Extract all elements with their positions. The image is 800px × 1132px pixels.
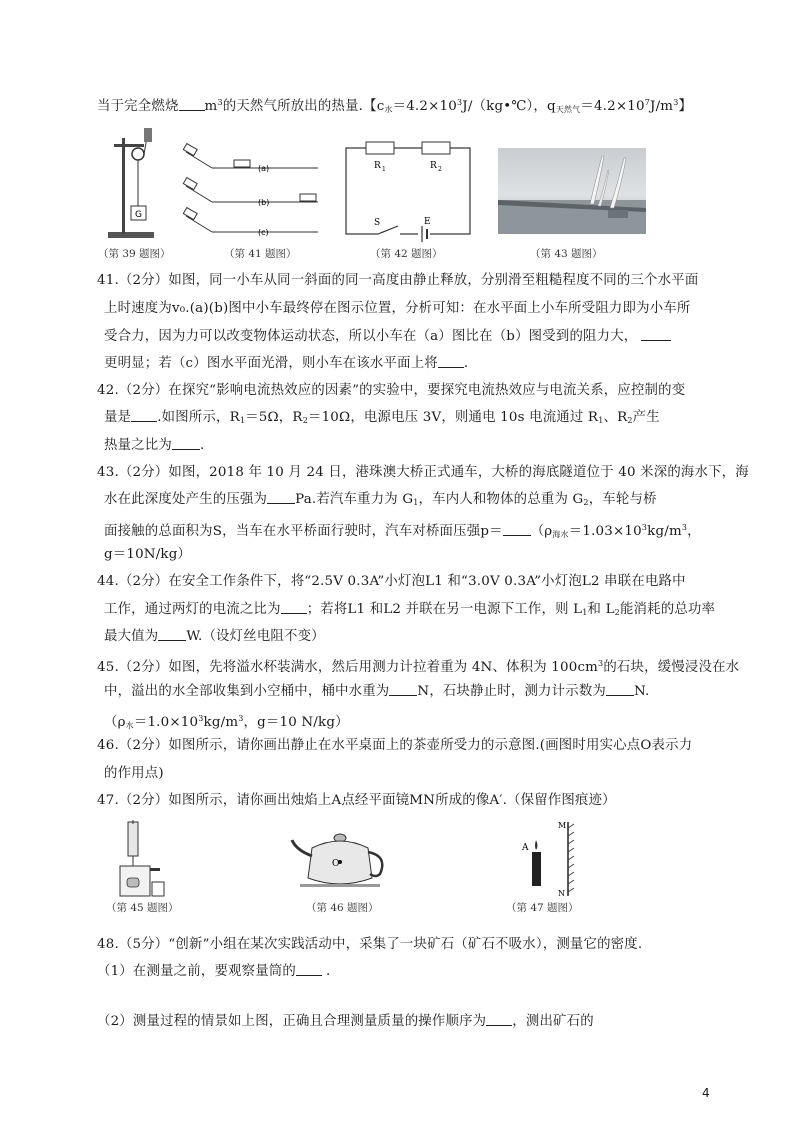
text: ，车内人和物体的总重为 G — [418, 492, 584, 507]
text: ，g＝10 N/kg） — [243, 715, 349, 730]
text: 的石块，缓慢浸没在水 — [603, 660, 740, 675]
text: N. — [634, 684, 650, 699]
fig41-label-c: (c) — [258, 228, 269, 237]
text: ＝4.2×10 — [580, 99, 645, 114]
sub: 水 — [125, 721, 134, 730]
sup: 3 — [673, 98, 679, 107]
q45-line-1 — [97, 654, 739, 678]
text: 最大值为 — [104, 629, 159, 644]
answer-blank[interactable] — [131, 409, 157, 422]
text: 能消耗的总功率 — [619, 602, 716, 617]
text: . — [463, 356, 469, 371]
fig41-label-b: (b) — [258, 198, 270, 207]
sub: 2 — [583, 498, 589, 507]
sup: 3 — [641, 523, 648, 532]
text: Pa.若汽车重力为 G — [295, 492, 414, 507]
sub: 2 — [614, 608, 620, 617]
text: ＝1.03×10 — [568, 524, 642, 539]
text: 工作，通过两灯的电流之比为 — [104, 602, 281, 617]
text: ；若将L1 和L2 并联在另一电源下工作，则 L — [306, 602, 583, 617]
answer-blank[interactable] — [606, 683, 634, 696]
text: ＝5Ω，R — [245, 410, 303, 425]
sub: 海水 — [552, 530, 569, 539]
q47-line-1: 47.（2分）如图所示，请你画出烛焰上A点经平面镜MN所成的像A′.（保留作图痕迹） — [97, 793, 616, 808]
q41-line-4 — [104, 354, 468, 374]
fig43-caption: （第 43 题图） — [530, 248, 603, 260]
sup: 3 — [217, 98, 223, 107]
q46-line-2: 的作用点) — [104, 766, 164, 781]
text: 水在此深度处产生的压强为 — [104, 492, 268, 507]
text: . — [326, 964, 331, 979]
q44-line-2 — [104, 600, 715, 623]
fig45-overflow-cup-image — [112, 820, 168, 902]
text: ，测出矿石的 — [512, 1014, 594, 1029]
text: m — [204, 99, 218, 114]
text: 中，溢出的水全部收集到小空桶中，桶中水重为 — [104, 684, 390, 699]
svg-text:R: R — [374, 161, 381, 171]
text: 、R — [603, 410, 628, 425]
q44-line-3 — [104, 627, 325, 647]
answer-blank[interactable] — [281, 601, 307, 614]
text: 】 — [678, 99, 693, 114]
sub: 水 — [384, 105, 393, 114]
text: ，车轮与桥 — [588, 492, 657, 507]
text: ， — [687, 524, 701, 539]
q45-line-3 — [104, 709, 349, 736]
text: 受合力，因为力可以改变物体运动状态，所以小车在（a）图比在（b）图受到的阻力大， — [104, 329, 638, 344]
sub: 1 — [239, 416, 246, 425]
fig47-candle-mirror-image — [510, 818, 590, 902]
answer-blank[interactable] — [296, 963, 322, 976]
sup: 3 — [598, 659, 604, 668]
q43-line-2 — [104, 490, 657, 513]
q41-line-2: 上时速度为v₀.(a)(b)图中小车最终停在图示位置，分析可知：在水平面上小车所受阻力即为小车所 — [104, 301, 691, 316]
fig42-circuit-image — [338, 140, 478, 244]
text: kg/m — [647, 524, 682, 539]
fig42-caption: （第 42 题图） — [370, 248, 443, 260]
answer-blank[interactable] — [172, 437, 200, 450]
fig47-caption: （第 47 题图） — [506, 902, 579, 914]
text: .如图所示，R — [157, 410, 240, 425]
q43-line-1: 43.（2分）如图，2018 年 10 月 24 日，港珠澳大桥正式通车，大桥的海底隧道位于 40 米深的海水下，海 — [97, 465, 749, 480]
q46-line-1: 46.（2分）如图所示，请你画出静止在水平桌面上的茶壶所受力的示意图.(画图时用实心点O表示力 — [97, 738, 693, 753]
text: （2）测量过程的情景如上图，正确且合理测量质量的操作顺序为 — [97, 1014, 487, 1029]
svg-text:O: O — [332, 859, 340, 869]
answer-blank[interactable] — [641, 328, 671, 341]
text: kg/m — [203, 715, 239, 730]
text: （ρ — [104, 715, 126, 730]
text: 当于完全燃烧 — [97, 99, 179, 114]
answer-blank[interactable] — [486, 1013, 512, 1026]
svg-text:2: 2 — [438, 166, 442, 173]
svg-text:1: 1 — [382, 166, 386, 173]
fig46-caption: （第 46 题图） — [306, 902, 379, 914]
sub: 天然气 — [555, 105, 581, 114]
q41-line-1: 41.（2分）如图，同一小车从同一斜面的同一高度由静止释放，分别滑至粗糙程度不同的三个水平面 — [97, 273, 699, 288]
svg-text:A: A — [522, 843, 529, 853]
text: ＝1.0×10 — [133, 715, 199, 730]
sub: 2 — [302, 416, 308, 425]
text: 面接触的总面积为S，当车在水平桥面行驶时，汽车对桥面压强p＝ — [104, 524, 503, 539]
q44-line-1: 44.（2分）在安全工作条件下，将“2.5V 0.3A”小灯泡L1 和“3.0V 0.3A”小灯泡L2 串联在电路中 — [97, 574, 686, 589]
svg-text:S: S — [374, 218, 381, 228]
svg-text:G: G — [135, 210, 142, 220]
fig43-bridge-photo — [498, 148, 646, 234]
q43-line-3 — [104, 518, 701, 545]
q43-line-4: g＝10N/kg） — [104, 547, 192, 562]
text: 45.（2分）如图，先将溢水杯装满水，然后用测力计拉着重为 4N、体积为 100cm — [97, 660, 599, 675]
fig46-teapot-image — [290, 830, 390, 892]
q42-line-1: 42.（2分）在探究“影响电流热效应的因素”的实验中，要探究电流热效应与电流关系，应控制的变 — [97, 383, 686, 398]
sub: 1 — [413, 498, 419, 507]
fig39-caption: （第 39 题图） — [98, 248, 171, 260]
answer-blank[interactable] — [438, 355, 464, 368]
q42-line-3 — [104, 436, 204, 456]
text: W.（设灯丝电阻不变） — [186, 629, 325, 644]
sup: 3 — [456, 98, 463, 107]
sup: 3 — [681, 523, 688, 532]
fig39-pulley-stand-image — [100, 128, 162, 246]
text: 产生 — [632, 410, 660, 425]
answer-blank[interactable] — [267, 491, 295, 504]
svg-text:N: N — [558, 889, 565, 898]
sub: 2 — [627, 416, 633, 425]
q48-line-1: 48.（5分）“创新”小组在某次实践活动中，采集了一块矿石（矿石不吸水），测量它的密度. — [97, 937, 643, 952]
sup: 7 — [644, 98, 651, 107]
svg-text:M: M — [558, 821, 567, 830]
text: 和 L — [587, 602, 615, 617]
fig41-caption: （第 41 题图） — [224, 248, 297, 260]
page-number: 4 — [702, 1086, 710, 1100]
sup: 3 — [198, 714, 204, 723]
fig41-slopes-image — [180, 138, 320, 243]
text: 的天然气所放出的热量.【c — [222, 99, 385, 114]
text: 热量之比为 — [104, 438, 172, 453]
q48-line-2 — [97, 962, 330, 982]
text: 量是 — [104, 410, 132, 425]
text: J/（kg•℃），q — [462, 99, 556, 114]
q42-line-2 — [104, 408, 660, 431]
sup: 3 — [238, 714, 244, 723]
answer-blank[interactable] — [158, 628, 186, 641]
svg-text:R: R — [430, 161, 437, 171]
text: J/m — [650, 99, 674, 114]
sub: 1 — [582, 608, 588, 617]
q41-line-3 — [104, 327, 671, 347]
text: ＝4.2×10 — [392, 99, 457, 114]
answer-blank[interactable] — [179, 98, 205, 111]
text: （ρ — [530, 524, 553, 539]
q45-line-2 — [104, 682, 650, 702]
text: . — [199, 438, 205, 453]
sub: 1 — [598, 416, 604, 425]
fig45-caption: （第 45 题图） — [106, 902, 179, 914]
answer-blank[interactable] — [389, 683, 417, 696]
answer-blank[interactable] — [503, 523, 531, 536]
text: N，石块静止时，测力计示数为 — [417, 684, 607, 699]
text: 更明显；若（c）图水平面光滑，则小车在该水平面上将 — [104, 356, 438, 371]
svg-text:E: E — [424, 217, 431, 227]
text: （1）在测量之前，要观察量筒的 — [97, 964, 296, 979]
fig41-label-a: (a) — [258, 164, 270, 173]
q48-line-3 — [97, 1012, 594, 1032]
text: ＝10Ω，电源电压 3V，则通电 10s 电流通过 R — [307, 410, 599, 425]
intro-line — [97, 93, 692, 120]
